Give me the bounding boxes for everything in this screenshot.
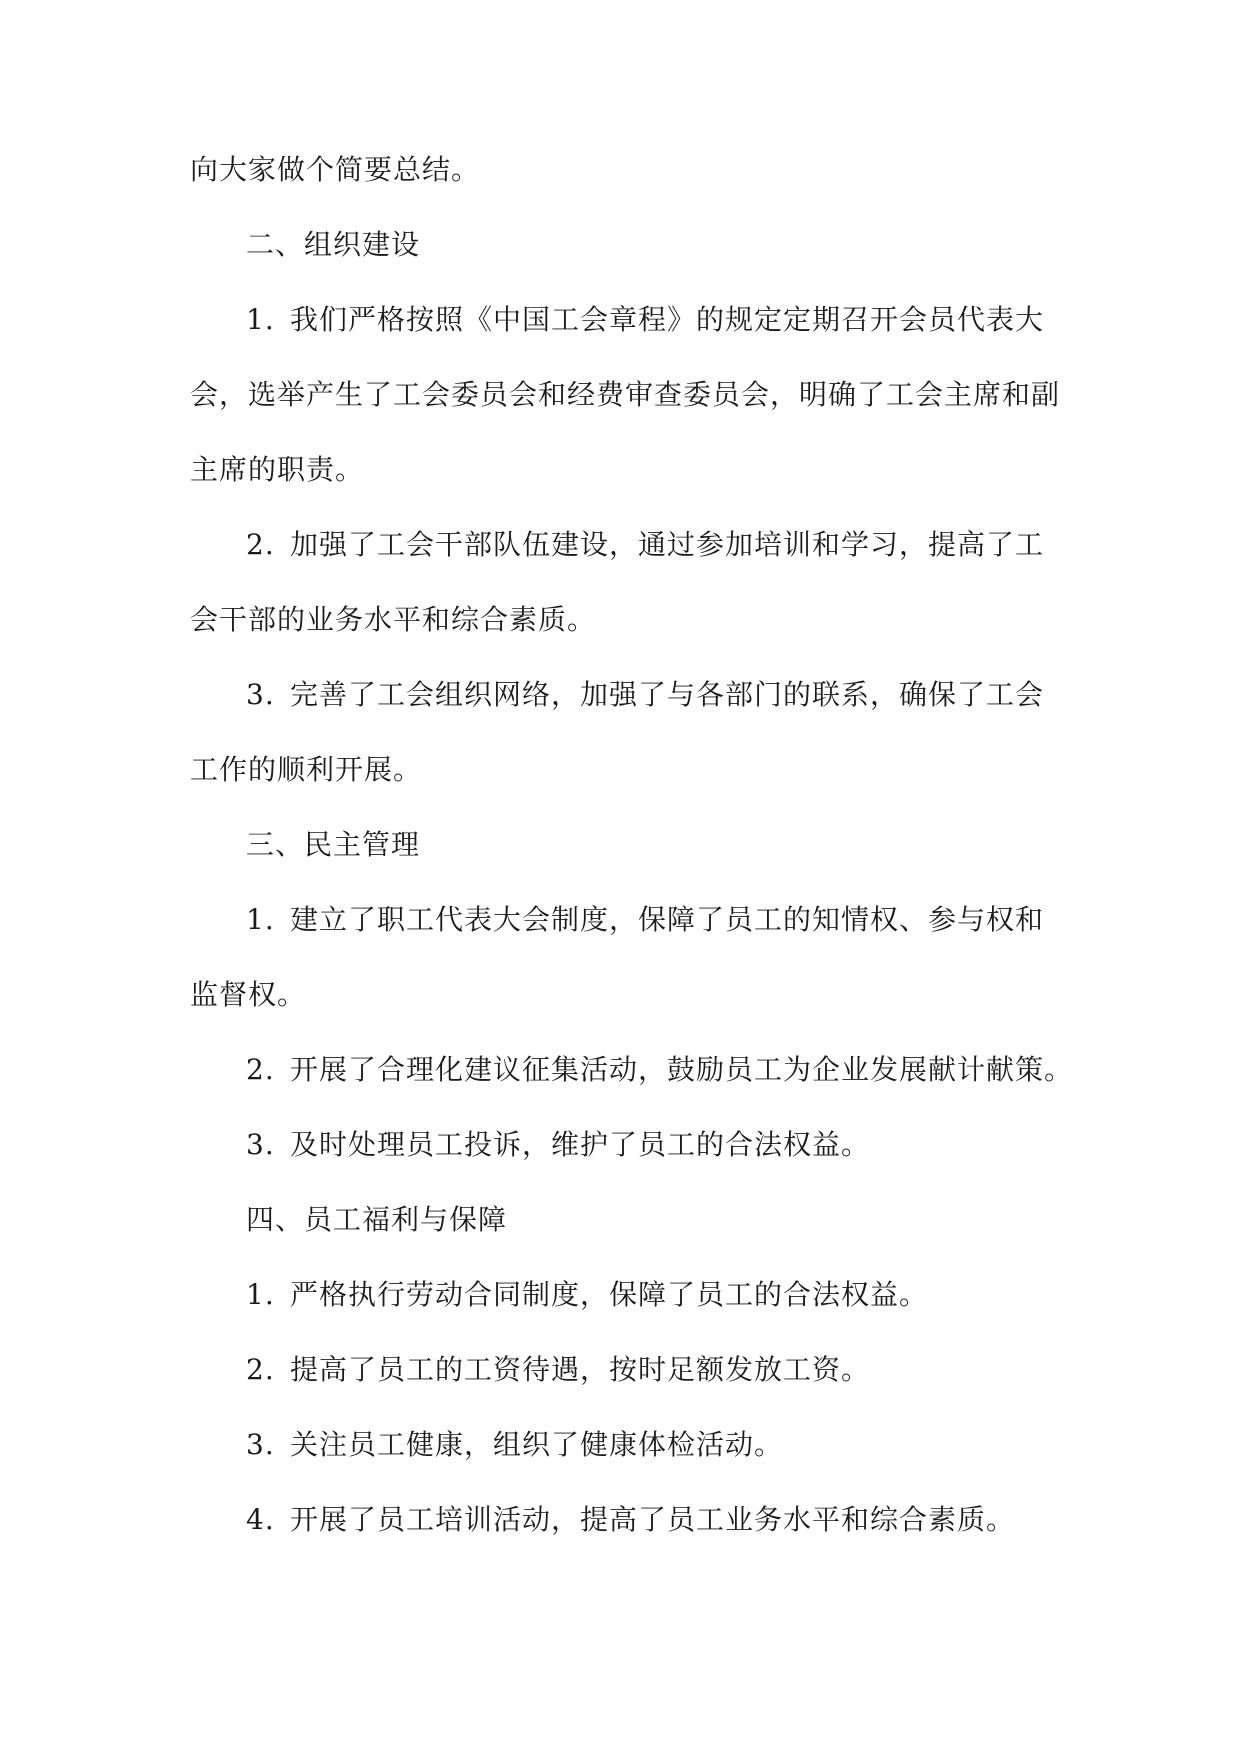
list-item — [246, 525, 1044, 565]
list-item-number: 4. — [246, 1503, 275, 1536]
list-item — [246, 1275, 928, 1315]
list-item-number: 3. — [246, 678, 275, 711]
list-item — [246, 900, 1044, 940]
section-heading-organization: 二、组织建设 — [246, 228, 421, 261]
intro-text: 向大家做个简要总结。 — [190, 153, 481, 186]
section-heading-democratic-management: 三、民主管理 — [246, 828, 421, 861]
list-item-number: 3. — [246, 1128, 275, 1161]
list-item-continuation: 监督权。 — [190, 978, 307, 1011]
list-item — [246, 1425, 783, 1465]
list-item — [246, 300, 1044, 340]
list-item — [246, 675, 1044, 715]
list-item — [246, 1350, 870, 1390]
list-item — [246, 1125, 870, 1165]
list-item-text: 及时处理员工投诉，维护了员工的合法权益。 — [290, 1128, 871, 1161]
list-item-number: 2. — [246, 1053, 275, 1086]
list-item-text: 加强了工会干部队伍建设，通过参加培训和学习，提高了工 — [290, 528, 1045, 561]
list-item-number: 1. — [246, 903, 275, 936]
list-item — [246, 1500, 1015, 1540]
list-item-text: 开展了员工培训活动，提高了员工业务水平和综合素质。 — [290, 1503, 1016, 1536]
list-item — [246, 1050, 1073, 1090]
list-item-continuation: 工作的顺利开展。 — [190, 753, 423, 786]
list-item-continuation: 主席的职责。 — [190, 453, 365, 486]
list-item-continuation: 会干部的业务水平和综合素质。 — [190, 603, 597, 636]
list-item-text: 建立了职工代表大会制度，保障了员工的知情权、参与权和 — [290, 903, 1045, 936]
list-item-text: 完善了工会组织网络，加强了与各部门的联系，确保了工会 — [290, 678, 1045, 711]
list-item-continuation: 会，选举产生了工会委员会和经费审查委员会，明确了工会主席和副 — [190, 378, 1061, 411]
list-item-text: 开展了合理化建议征集活动，鼓励员工为企业发展献计献策。 — [290, 1053, 1074, 1086]
list-item-number: 1. — [246, 1278, 275, 1311]
list-item-number: 2. — [246, 528, 275, 561]
section-heading-welfare: 四、员工福利与保障 — [246, 1203, 508, 1236]
list-item-number: 1. — [246, 303, 275, 336]
list-item-number: 2. — [246, 1353, 275, 1386]
list-item-text: 严格执行劳动合同制度，保障了员工的合法权益。 — [290, 1278, 929, 1311]
list-item-number: 3. — [246, 1428, 275, 1461]
list-item-text: 关注员工健康，组织了健康体检活动。 — [290, 1428, 784, 1461]
list-item-text: 提高了员工的工资待遇，按时足额发放工资。 — [290, 1353, 871, 1386]
list-item-text: 我们严格按照《中国工会章程》的规定定期召开会员代表大 — [290, 303, 1045, 336]
